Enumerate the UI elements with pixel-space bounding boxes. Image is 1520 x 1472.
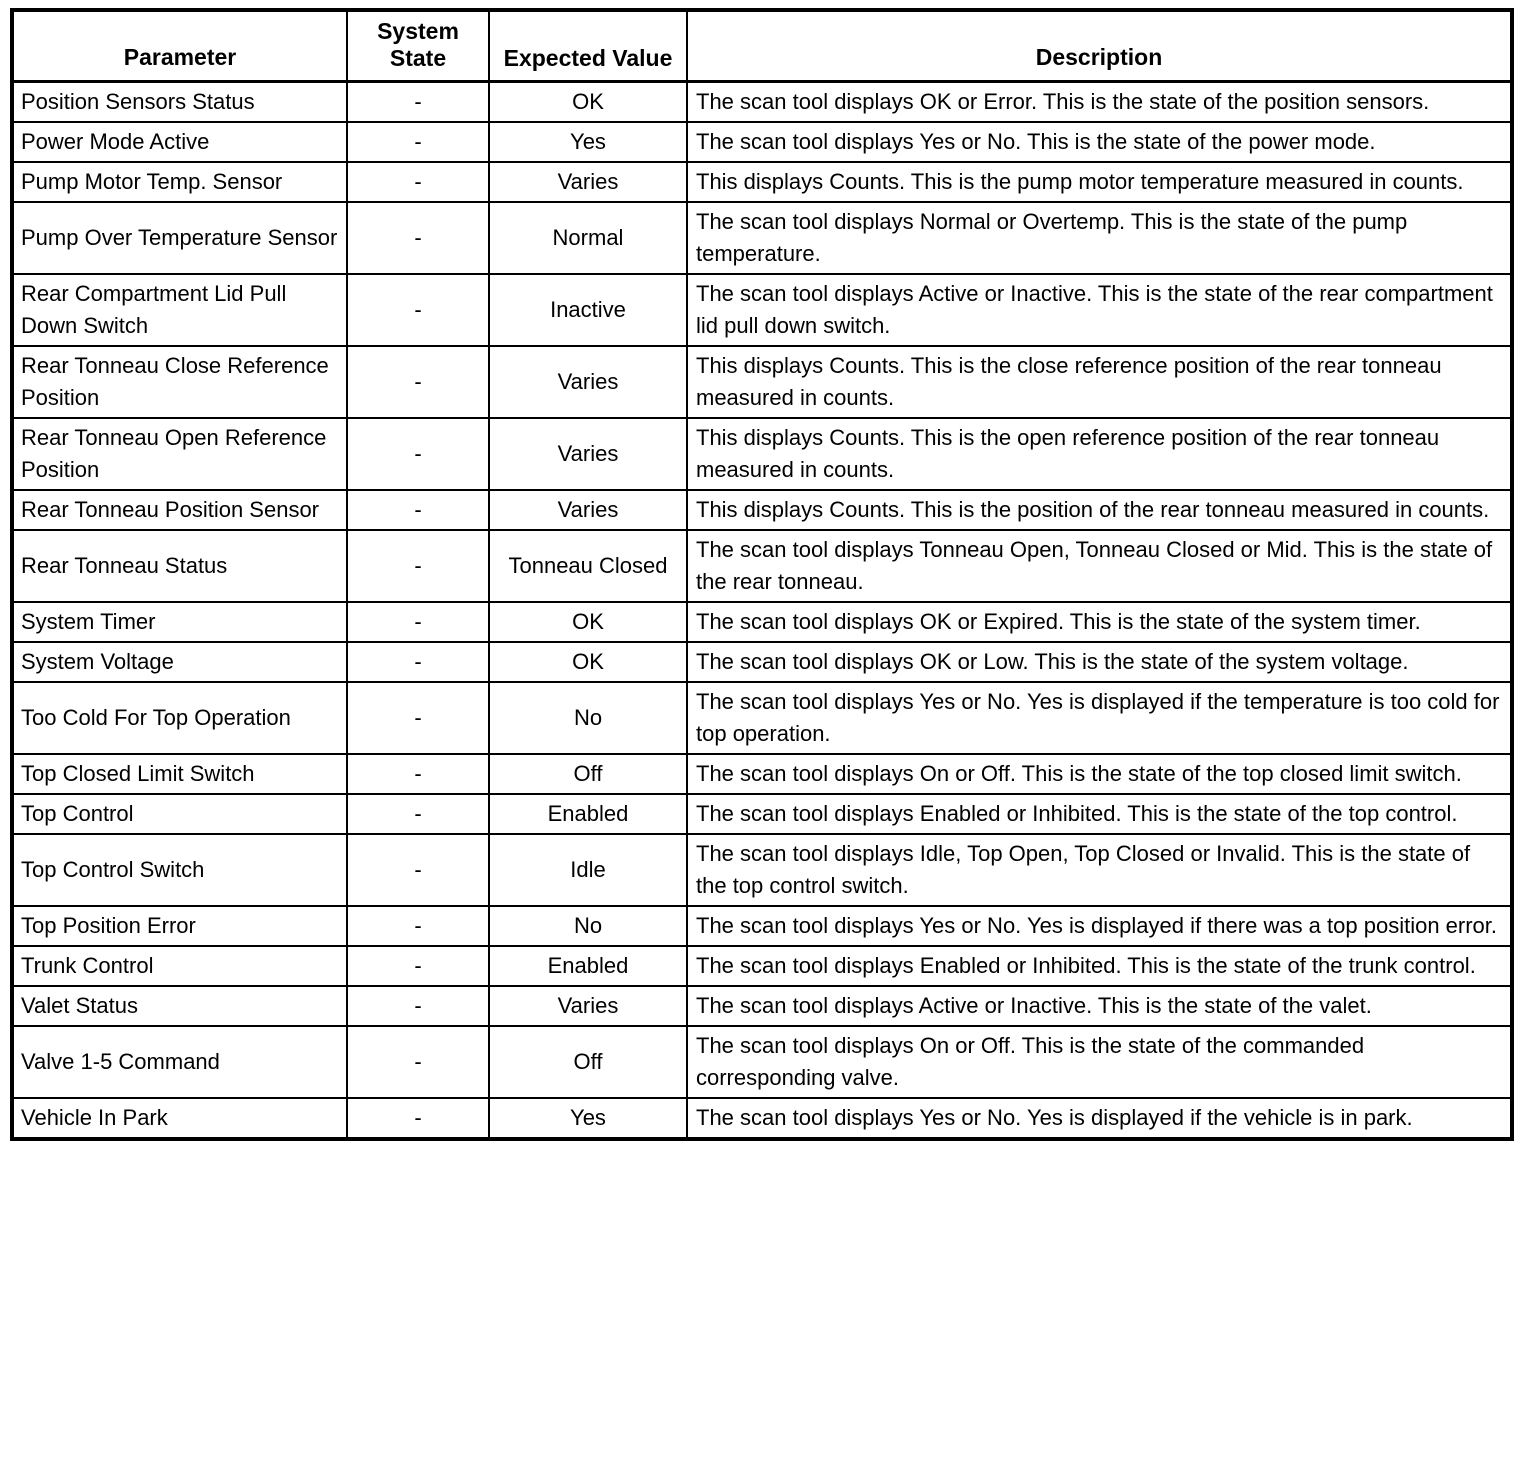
expected-value-cell: Idle	[489, 834, 687, 906]
system-state-cell: -	[347, 642, 489, 682]
system-state-cell: -	[347, 162, 489, 202]
header-row	[12, 10, 1512, 82]
expected-value-cell: Yes	[489, 122, 687, 162]
parameter-cell: Rear Compartment Lid Pull Down Switch	[12, 274, 347, 346]
table-row	[12, 946, 1512, 986]
description-cell: This displays Counts. This is the position of the rear tonneau measured in counts.	[687, 490, 1512, 530]
description-cell: The scan tool displays OK or Low. This is the state of the system voltage.	[687, 642, 1512, 682]
description-cell: This displays Counts. This is the close reference position of the rear tonneau measured in counts.	[687, 346, 1512, 418]
parameter-cell: Rear Tonneau Position Sensor	[12, 490, 347, 530]
description-cell: The scan tool displays OK or Error. This is the state of the position sensors.	[687, 82, 1512, 123]
expected-value-cell: No	[489, 682, 687, 754]
expected-value-cell: No	[489, 906, 687, 946]
column-header-description: Description	[687, 10, 1512, 82]
description-cell: The scan tool displays Enabled or Inhibited. This is the state of the top control.	[687, 794, 1512, 834]
table-row	[12, 794, 1512, 834]
expected-value-cell: Tonneau Closed	[489, 530, 687, 602]
description-cell: The scan tool displays On or Off. This is the state of the top closed limit switch.	[687, 754, 1512, 794]
parameter-cell: Top Position Error	[12, 906, 347, 946]
parameter-cell: System Timer	[12, 602, 347, 642]
system-state-cell: -	[347, 346, 489, 418]
parameter-cell: Rear Tonneau Status	[12, 530, 347, 602]
column-header-system-state: System State	[347, 10, 489, 82]
expected-value-cell: Varies	[489, 346, 687, 418]
table-body	[12, 82, 1512, 1140]
system-state-cell: -	[347, 530, 489, 602]
system-state-cell: -	[347, 274, 489, 346]
description-cell: The scan tool displays Enabled or Inhibited. This is the state of the trunk control.	[687, 946, 1512, 986]
description-cell: The scan tool displays Active or Inactive. This is the state of the valet.	[687, 986, 1512, 1026]
expected-value-cell: Inactive	[489, 274, 687, 346]
table-row	[12, 274, 1512, 346]
parameter-cell: Valet Status	[12, 986, 347, 1026]
column-header-expected-value: Expected Value	[489, 10, 687, 82]
description-cell: The scan tool displays Yes or No. Yes is displayed if there was a top position error.	[687, 906, 1512, 946]
system-state-cell: -	[347, 1026, 489, 1098]
expected-value-cell: Yes	[489, 1098, 687, 1139]
system-state-cell: -	[347, 490, 489, 530]
parameter-cell: Valve 1-5 Command	[12, 1026, 347, 1098]
table-row	[12, 418, 1512, 490]
description-cell: This displays Counts. This is the pump motor temperature measured in counts.	[687, 162, 1512, 202]
system-state-cell: -	[347, 946, 489, 986]
expected-value-cell: OK	[489, 602, 687, 642]
table-row	[12, 530, 1512, 602]
table-row	[12, 1098, 1512, 1139]
table-row	[12, 122, 1512, 162]
expected-value-cell: Enabled	[489, 946, 687, 986]
table-header	[12, 10, 1512, 82]
parameter-cell: System Voltage	[12, 642, 347, 682]
table-row	[12, 82, 1512, 123]
table-row	[12, 682, 1512, 754]
table-row	[12, 346, 1512, 418]
table-row	[12, 754, 1512, 794]
parameter-cell: Trunk Control	[12, 946, 347, 986]
parameter-cell: Pump Motor Temp. Sensor	[12, 162, 347, 202]
parameter-cell: Power Mode Active	[12, 122, 347, 162]
expected-value-cell: Varies	[489, 490, 687, 530]
table-row	[12, 602, 1512, 642]
table-row	[12, 490, 1512, 530]
parameter-cell: Rear Tonneau Close Reference Position	[12, 346, 347, 418]
expected-value-cell: Enabled	[489, 794, 687, 834]
table-row	[12, 642, 1512, 682]
system-state-cell: -	[347, 602, 489, 642]
description-cell: The scan tool displays Tonneau Open, Tonneau Closed or Mid. This is the state of the rear tonneau.	[687, 530, 1512, 602]
expected-value-cell: OK	[489, 82, 687, 123]
system-state-cell: -	[347, 906, 489, 946]
column-header-parameter: Parameter	[12, 10, 347, 82]
description-cell: The scan tool displays Idle, Top Open, Top Closed or Invalid. This is the state of the top control switch.	[687, 834, 1512, 906]
system-state-cell: -	[347, 1098, 489, 1139]
system-state-cell: -	[347, 794, 489, 834]
system-state-cell: -	[347, 202, 489, 274]
scan-tool-parameter-table	[10, 8, 1514, 1141]
description-cell: The scan tool displays Yes or No. This is the state of the power mode.	[687, 122, 1512, 162]
expected-value-cell: Normal	[489, 202, 687, 274]
parameter-cell: Top Closed Limit Switch	[12, 754, 347, 794]
system-state-cell: -	[347, 82, 489, 123]
parameter-cell: Vehicle In Park	[12, 1098, 347, 1139]
system-state-cell: -	[347, 834, 489, 906]
parameter-cell: Top Control	[12, 794, 347, 834]
expected-value-cell: Varies	[489, 418, 687, 490]
expected-value-cell: OK	[489, 642, 687, 682]
description-cell: This displays Counts. This is the open reference position of the rear tonneau measured in counts.	[687, 418, 1512, 490]
parameter-cell: Position Sensors Status	[12, 82, 347, 123]
description-cell: The scan tool displays Normal or Overtemp. This is the state of the pump temperature.	[687, 202, 1512, 274]
description-cell: The scan tool displays Yes or No. Yes is displayed if the temperature is too cold for top operation.	[687, 682, 1512, 754]
description-cell: The scan tool displays Yes or No. Yes is displayed if the vehicle is in park.	[687, 1098, 1512, 1139]
table-row	[12, 162, 1512, 202]
description-cell: The scan tool displays On or Off. This is the state of the commanded corresponding valve.	[687, 1026, 1512, 1098]
description-cell: The scan tool displays Active or Inactive. This is the state of the rear compartment lid pull down switch.	[687, 274, 1512, 346]
expected-value-cell: Off	[489, 1026, 687, 1098]
expected-value-cell: Varies	[489, 986, 687, 1026]
system-state-cell: -	[347, 682, 489, 754]
table-row	[12, 834, 1512, 906]
expected-value-cell: Varies	[489, 162, 687, 202]
system-state-cell: -	[347, 754, 489, 794]
parameter-cell: Pump Over Temperature Sensor	[12, 202, 347, 274]
table-row	[12, 1026, 1512, 1098]
system-state-cell: -	[347, 986, 489, 1026]
parameter-cell: Too Cold For Top Operation	[12, 682, 347, 754]
system-state-cell: -	[347, 122, 489, 162]
expected-value-cell: Off	[489, 754, 687, 794]
parameter-cell: Top Control Switch	[12, 834, 347, 906]
table-row	[12, 202, 1512, 274]
parameter-cell: Rear Tonneau Open Reference Position	[12, 418, 347, 490]
system-state-cell: -	[347, 418, 489, 490]
table-row	[12, 906, 1512, 946]
description-cell: The scan tool displays OK or Expired. This is the state of the system timer.	[687, 602, 1512, 642]
table-row	[12, 986, 1512, 1026]
